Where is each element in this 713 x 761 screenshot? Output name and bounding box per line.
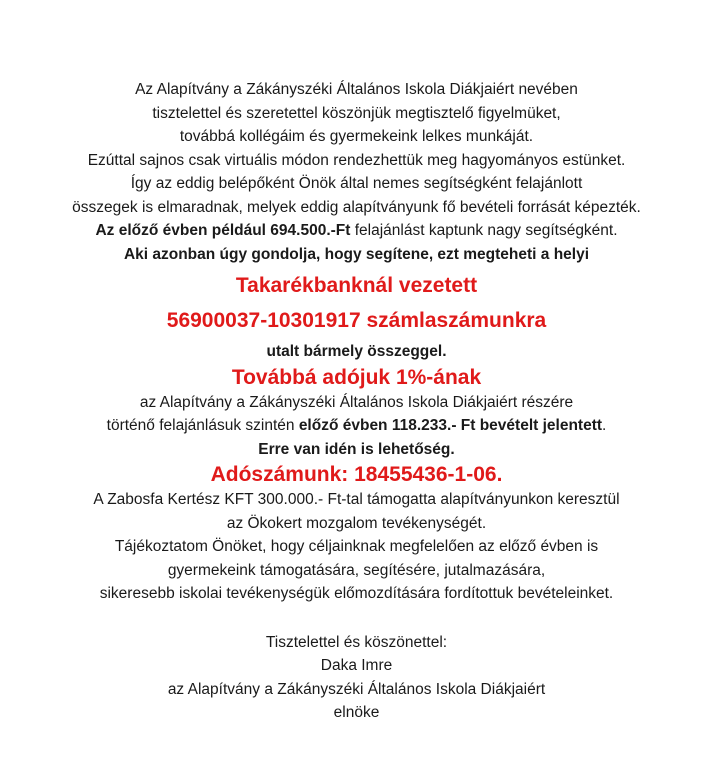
spacer: [0, 606, 713, 631]
signer-organization: az Alapítvány a Zákányszéki Általános Iskola Diákjaiért: [167, 680, 546, 698]
intro-line: továbbá kollégáim és gyermekeink lelkes munkáját.: [179, 128, 534, 145]
account-number-line: 56900037-10301917 számlaszámunkra: [166, 309, 547, 332]
previous-year-amount: Az előző évben például 694.500.-Ft: [95, 222, 351, 239]
info-line: gyermekeink támogatására, segítésére, jutalmazására,: [167, 561, 546, 579]
signer-name: Daka Imre: [320, 657, 393, 674]
help-line: Aki azonban úgy gondolja, hogy segítene, ezt megteheti a helyi: [123, 245, 590, 263]
sponsor-line: A Zabosfa Kertész KFT 300.000.- Ft-tal támogatta alapítványunkon keresztül: [93, 491, 620, 508]
possibility-line: Erre van idén is lehetőség.: [258, 440, 455, 458]
offering-amount: előző évben 118.233.- Ft bevételt jelentett: [298, 417, 603, 434]
info-line: Tájékoztatom Önöket, hogy céljainknak megfelelően az előző évben is: [114, 538, 599, 555]
foundation-line: az Alapítvány a Zákányszéki Általános Iskola Diákjaiért részére: [139, 393, 574, 411]
offering-end: .: [602, 417, 607, 434]
intro-line: Az Alapítvány a Zákányszéki Általános Iskola Diákjaiért nevében: [135, 81, 578, 98]
intro-line: Ezúttal sajnos csak virtuális módon rendezhettük meg hagyományos estünket.: [87, 151, 626, 169]
sponsor-line: az Ökokert mozgalom tevékenységét.: [226, 514, 487, 532]
signer-role: elnöke: [333, 704, 380, 721]
transfer-line: utalt bármely összeggel.: [266, 343, 447, 360]
bank-line: Takarékbanknál vezetett: [235, 274, 478, 297]
intro-line: Így az eddig belépőként Önök által nemes segítségként felajánlott: [130, 175, 583, 192]
previous-year-line: [0, 219, 713, 243]
letter-document: [0, 78, 713, 725]
offering-text: történő felajánlásuk szintén: [106, 417, 299, 434]
intro-line: összegek is elmaradnak, melyek eddig alapítványunk fő bevételi forrását képezték.: [72, 198, 641, 216]
intro-line: tisztelettel és szeretettel köszönjük megtisztelő figyelmüket,: [152, 104, 561, 122]
previous-year-text: felajánlást kaptunk nagy segítségként.: [350, 222, 618, 239]
offering-line: [0, 414, 713, 438]
info-line: sikeresebb iskolai tevékenységük előmozdítására fordítottuk bevételeinket.: [99, 585, 614, 602]
tax-percent-line: Továbbá adójuk 1%-ának: [231, 365, 482, 389]
closing-greeting: Tisztelettel és köszönettel:: [265, 633, 448, 651]
tax-number-line: Adószámunk: 18455436-1-06.: [210, 463, 503, 486]
